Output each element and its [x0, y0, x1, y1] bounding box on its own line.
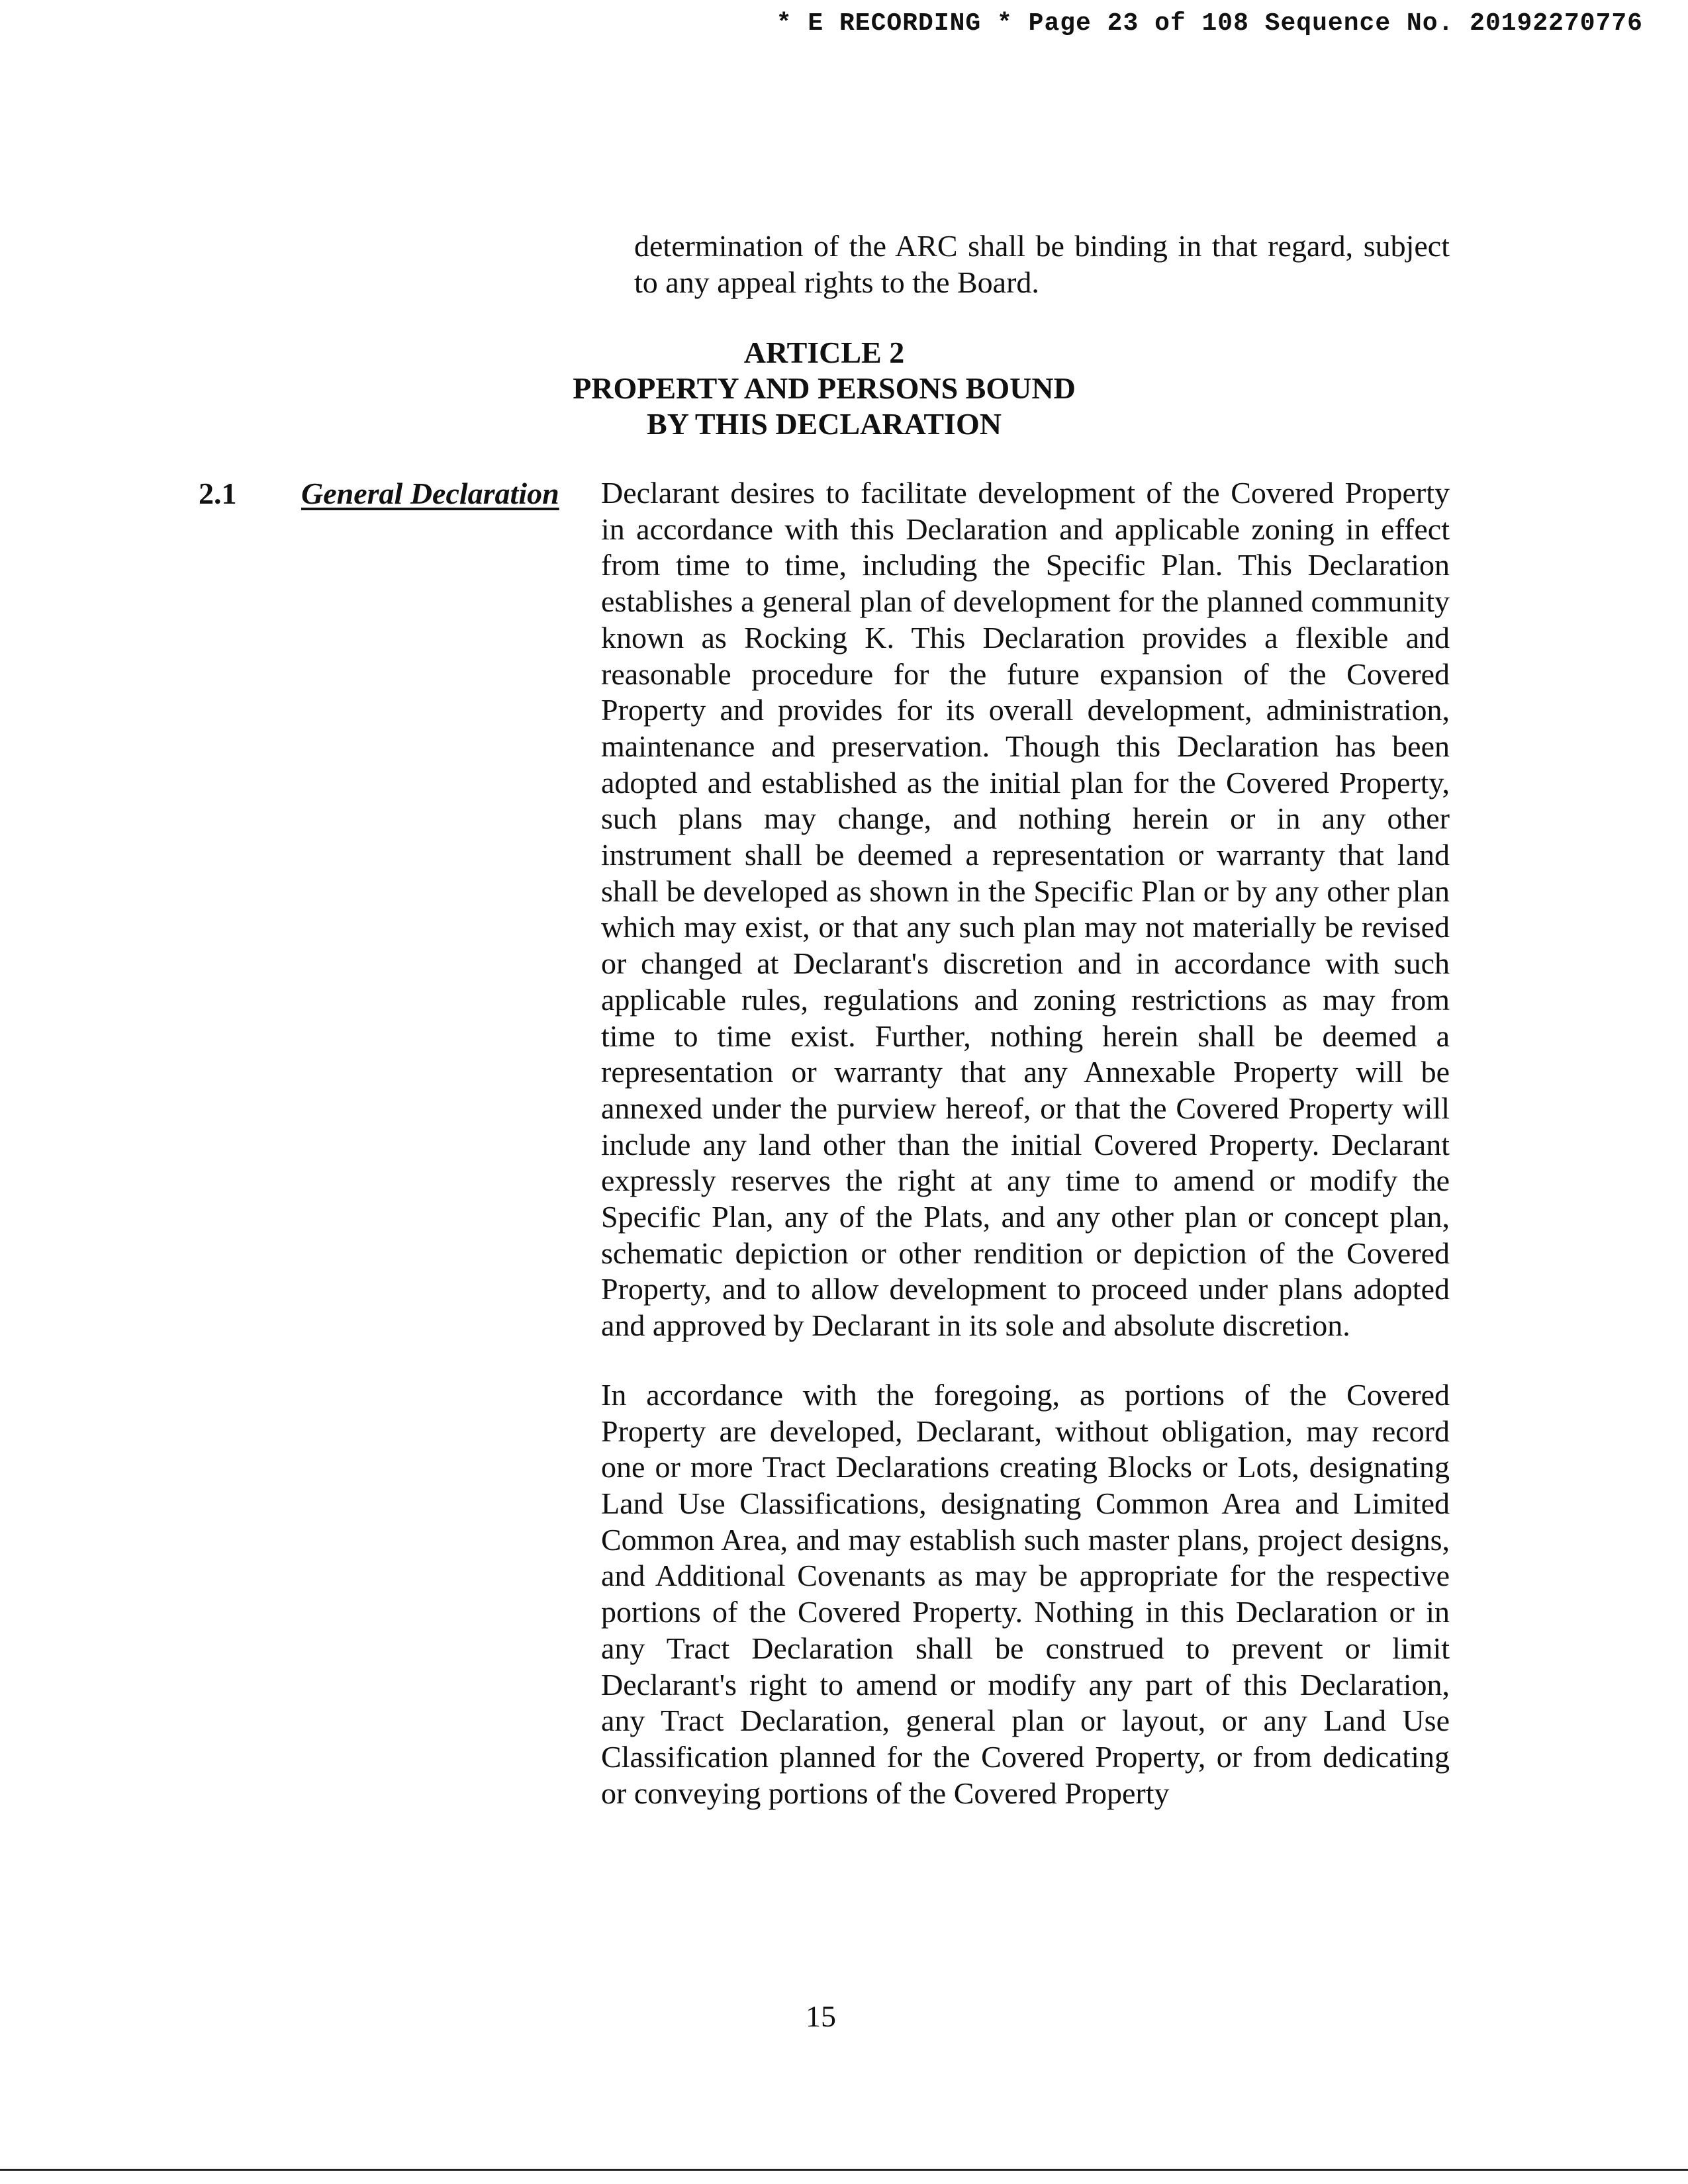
bottom-divider [0, 2169, 1688, 2171]
page-number: 15 [806, 1999, 836, 2033]
recording-header: * E RECORDING * Page 23 of 108 Sequence No. 20192270776 [776, 9, 1643, 38]
article-heading [463, 335, 1185, 442]
article-title-line2: BY THIS DECLARATION [647, 407, 1002, 441]
section-paragraph-1: Declarant desires to facilitate development of the Covered Property in accordance with this Declaration and applicable zoning in effect from time to time, including the Specific Plan. This Declaration establishes a general plan of development for the planned community known as Rocking K. This Declaration provides a flexible and reasonable procedure for the future expansion of the Covered Property and provides for its overall development, administration, maintenance and preservation. Though this Declaration has been adopted and established as the initial plan for the Covered Property, such plans may change, and nothing herein or in any other instrument shall be deemed a representation or warranty that land shall be developed as shown in the Specific Plan or by any other plan which may exist, or that any such plan may not materially be revised or changed at Declarant's discretion and in accordance with such applicable rules, regulations and zoning restrictions as may from time to time exist. Further, nothing herein shall be deemed a representation or warranty that any Annexable Property will be annexed under the purview hereof, or that the Covered Property will include any land other than the initial Covered Property. Declarant expressly reserves the right at any time to amend or modify the Specific Plan, any of the Plats, and any other plan or concept plan, schematic depiction or other rendition or depiction of the Covered Property, and to allow development to proceed under plans adopted and approved by Declarant in its sole and absolute discretion. [601, 476, 1450, 1343]
section-body [601, 475, 1450, 1844]
article-title-line1: PROPERTY AND PERSONS BOUND [573, 371, 1076, 405]
section-number: 2.1 [199, 477, 237, 510]
section-paragraph-2: In accordance with the foregoing, as portions of the Covered Property are developed, Declarant, without obligation, may record one or more Tract Declarations creating Blocks or Lots, designating Land Use Classifications, designating Common Area and Limited Common Area, and may establish such master plans, project designs, and Additional Covenants as may be appropriate for the respective portions of the Covered Property. Nothing in this Declaration or in any Tract Declaration shall be construed to prevent or limit Declarant's right to amend or modify any part of this Declaration, any Tract Declaration, general plan or layout, or any Land Use Classification planned for the Covered Property, or from dedicating or conveying portions of the Covered Property [601, 1377, 1450, 1810]
continued-paragraph: determination of the ARC shall be binding in that regard, subject to any appeal rights to the Board. [634, 229, 1450, 299]
section-title: General Declaration [301, 477, 559, 510]
article-label: ARTICLE 2 [743, 336, 905, 369]
